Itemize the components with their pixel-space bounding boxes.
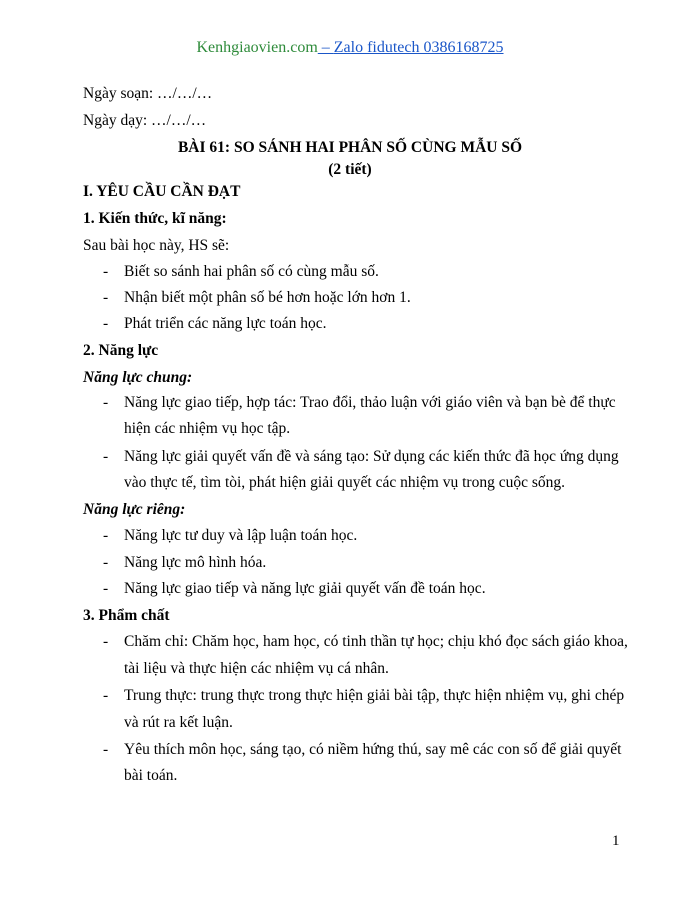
subsection-heading-competence: 2. Năng lực [83,342,159,359]
list-item-text: Nhận biết một phân số bé hơn hoặc lớn hơn 1. [124,289,411,306]
list-item-text: Biết so sánh hai phân số có cùng mẫu số. [124,263,379,280]
knowledge-intro: Sau bài học này, HS sẽ: [83,237,230,254]
list-item-text-line1: Yêu thích môn học, sáng tạo, có niềm hứng thú, say mê các con số để giải quyết [124,741,622,758]
lesson-title: BÀI 61: SO SÁNH HAI PHÂN SỐ CÙNG MẪU SỐ [177,139,523,156]
list-dash: - [103,580,109,597]
contact-link[interactable] [318,39,504,56]
lesson-duration: (2 tiết) [328,161,372,178]
list-item-text-line2: hiện các nhiệm vụ học tập. [124,420,291,437]
list-item-text-line2: tài liệu và thực hiện các nhiệm vụ cá nhân. [124,660,389,677]
list-item-text-line1: Trung thực: trung thực trong thực hiện giải bài tập, thực hiện nhiệm vụ, ghi chép [124,687,625,704]
list-dash: - [103,448,109,465]
subsection-heading-qualities: 3. Phẩm chất [83,607,170,624]
list-item-text: Phát triển các năng lực toán học. [124,315,327,332]
list-item-text: Năng lực giao tiếp và năng lực giải quyết vấn đề toán học. [124,580,486,597]
list-dash: - [103,315,109,332]
list-item-text-line1: Năng lực giao tiếp, hợp tác: Trao đổi, thảo luận với giáo viên và bạn bè để thực [124,394,616,411]
list-item-text-line1: Chăm chỉ: Chăm học, ham học, có tinh thần tự học; chịu khó đọc sách giáo khoa, [124,633,628,650]
list-dash: - [103,394,109,411]
list-dash: - [103,289,109,306]
list-item-text-line2: và rút ra kết luận. [124,714,233,731]
page-number: 1 [612,833,620,849]
list-dash: - [103,527,109,544]
list-item-text-line1: Năng lực giải quyết vấn đề và sáng tạo: Sử dụng các kiến thức đã học ứng dụng [124,448,619,465]
list-dash: - [103,741,109,758]
list-item-text-line2: bài toán. [124,767,178,784]
specific-competence-heading: Năng lực riêng: [83,501,186,518]
taught-date: Ngày dạy: …/…/… [83,112,207,129]
subsection-heading-knowledge: 1. Kiến thức, kĩ năng: [83,210,227,227]
list-item-text: Năng lực mô hình hóa. [124,554,267,571]
list-dash: - [103,687,109,704]
contact-text: Zalo fidutech 0386168725 [333,39,504,56]
site-name: Kenhgiaovien.com [196,39,318,56]
page-header [0,39,700,57]
list-item-text: Năng lực tư duy và lập luận toán học. [124,527,358,544]
list-dash: - [103,633,109,650]
header-separator: – [317,39,334,56]
section-heading-requirements: I. YÊU CẦU CẦN ĐẠT [83,183,241,200]
list-dash: - [103,554,109,571]
list-dash: - [103,263,109,280]
prepared-date: Ngày soạn: …/…/… [83,85,213,102]
list-item-text-line2: vào thực tế, tìm tòi, phát hiện giải quyết các nhiệm vụ trong cuộc sống. [124,474,566,491]
general-competence-heading: Năng lực chung: [83,369,193,386]
